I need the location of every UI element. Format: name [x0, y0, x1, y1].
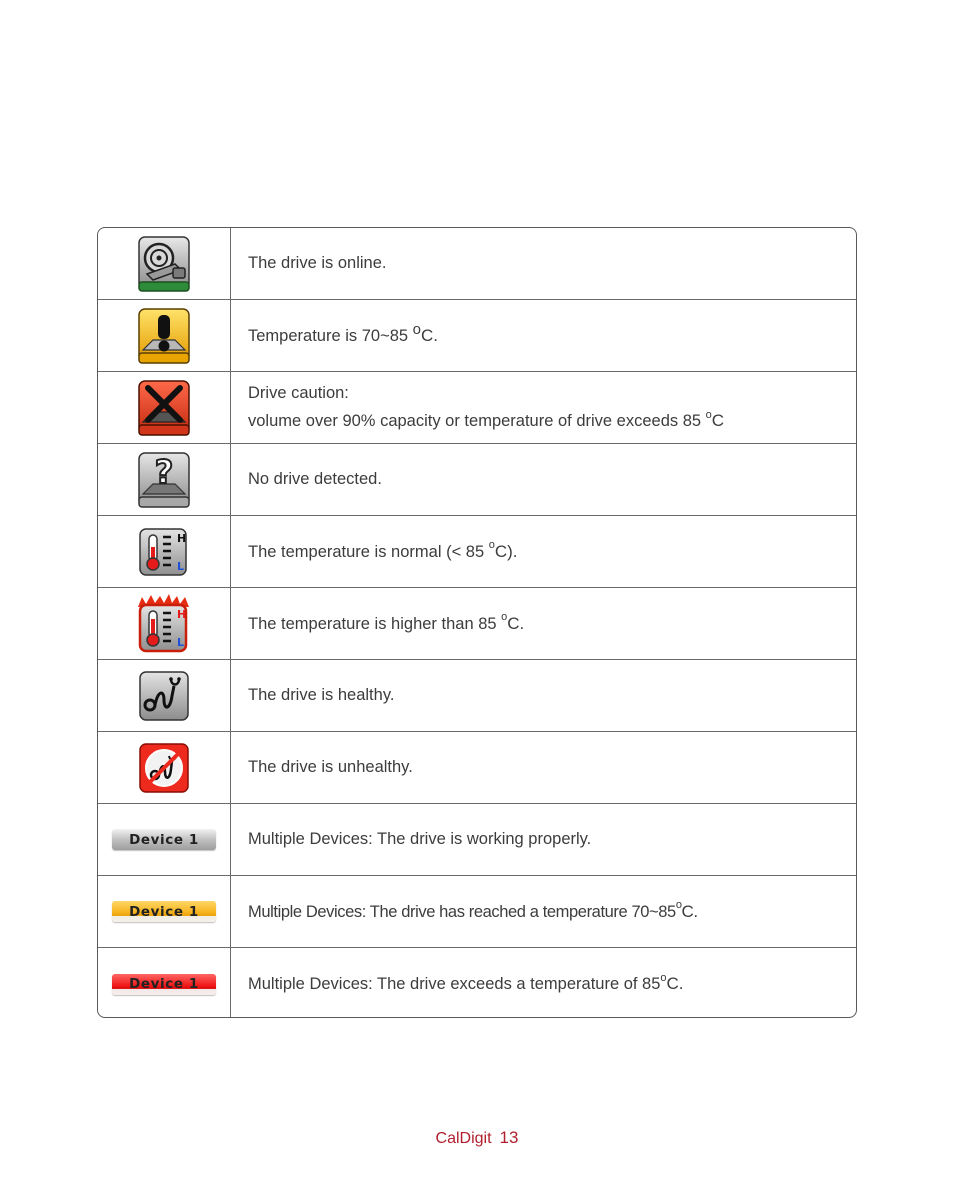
- legend-description: [231, 660, 856, 731]
- legend-description: [231, 588, 856, 659]
- brand-name: CalDigit: [435, 1130, 492, 1147]
- icon-cell: [98, 732, 231, 803]
- icon-cell: [98, 516, 231, 587]
- device-chip-red: Device 1: [112, 974, 216, 995]
- legend-description: [231, 516, 856, 587]
- degree-symbol: o: [412, 321, 421, 338]
- degree-symbol: o: [660, 971, 667, 984]
- legend-description: [231, 804, 856, 875]
- description-line-2: volume over 90% capacity or temperature of drive exceeds 85: [248, 412, 706, 430]
- description-text: Temperature is 70~85: [248, 326, 413, 345]
- description-line-1: Drive caution:: [248, 384, 349, 402]
- thermometer-hot-icon: [134, 593, 194, 655]
- description-text: No drive detected.: [248, 470, 382, 488]
- drive-warning-icon: [135, 306, 193, 366]
- icon-cell: [98, 228, 231, 299]
- icon-cell: [98, 660, 231, 731]
- svg-text:H: H: [177, 531, 187, 545]
- description-text: The temperature is higher than 85: [248, 614, 502, 633]
- stethoscope-unhealthy-icon: [138, 742, 190, 794]
- legend-row-multi-device-warm: [98, 876, 856, 948]
- legend-row-drive-healthy: [98, 660, 856, 732]
- legend-row-drive-caution: [98, 372, 856, 444]
- legend-description: [231, 732, 856, 803]
- drive-caution-icon: [135, 378, 193, 438]
- icon-cell: [98, 876, 231, 947]
- legend-description: [231, 948, 856, 1018]
- legend-row-multi-device-hot: [98, 948, 856, 1018]
- legend-row-temperature-normal: [98, 516, 856, 588]
- legend-row-drive-unhealthy: [98, 732, 856, 804]
- legend-description: [231, 300, 856, 371]
- temperature-unit: C.: [681, 901, 698, 921]
- description-text: Multiple Devices: The drive is working properly.: [248, 830, 592, 848]
- stethoscope-healthy-icon: [138, 670, 190, 722]
- page-number: 13: [499, 1128, 519, 1147]
- legend-row-no-drive: [98, 444, 856, 516]
- temperature-unit: C.: [507, 613, 525, 633]
- icon-cell: [98, 372, 231, 443]
- temperature-unit: C.: [666, 974, 684, 993]
- svg-text:L: L: [177, 635, 185, 649]
- legend-description: [231, 228, 856, 299]
- description-text: The drive is online.: [248, 254, 387, 272]
- device-chip-yellow: Device 1: [112, 901, 216, 922]
- icon-cell: [98, 804, 231, 875]
- description-text: The drive is unhealthy.: [248, 758, 413, 776]
- icon-cell: [98, 588, 231, 659]
- degree-symbol: o: [501, 611, 508, 623]
- legend-row-temperature-warning: [98, 300, 856, 372]
- temperature-unit: C.: [420, 325, 438, 345]
- page-footer: [0, 1128, 954, 1148]
- legend-row-multi-device-ok: [98, 804, 856, 876]
- description-text: The temperature is normal (< 85: [248, 542, 489, 561]
- legend-row-temperature-high: [98, 588, 856, 660]
- description-text: Multiple Devices: The drive has reached a temperature 70~85: [248, 902, 676, 921]
- svg-text:L: L: [177, 559, 185, 573]
- degree-symbol: o: [705, 408, 712, 421]
- legend-description: [231, 876, 856, 947]
- legend-description: [231, 444, 856, 515]
- temperature-unit: C: [711, 411, 725, 430]
- icon-cell: [98, 444, 231, 515]
- description-text: Multiple Devices: The drive exceeds a temperature of 85: [248, 975, 661, 993]
- thermometer-normal-icon: [138, 527, 190, 577]
- svg-text:H: H: [177, 607, 187, 621]
- legend-row-online: [98, 228, 856, 300]
- device-chip-grey: Device 1: [112, 829, 216, 850]
- status-legend-table: [97, 227, 857, 1018]
- degree-symbol: o: [488, 539, 495, 551]
- icon-cell: [98, 300, 231, 371]
- svg-text:?: ?: [154, 452, 174, 491]
- icon-cell: [98, 948, 231, 1018]
- degree-symbol: o: [675, 899, 682, 911]
- legend-description: [231, 372, 856, 443]
- no-drive-icon: [135, 450, 193, 510]
- description-text: The drive is healthy.: [248, 686, 395, 704]
- temperature-unit: C).: [494, 541, 518, 561]
- drive-online-icon: [135, 234, 193, 294]
